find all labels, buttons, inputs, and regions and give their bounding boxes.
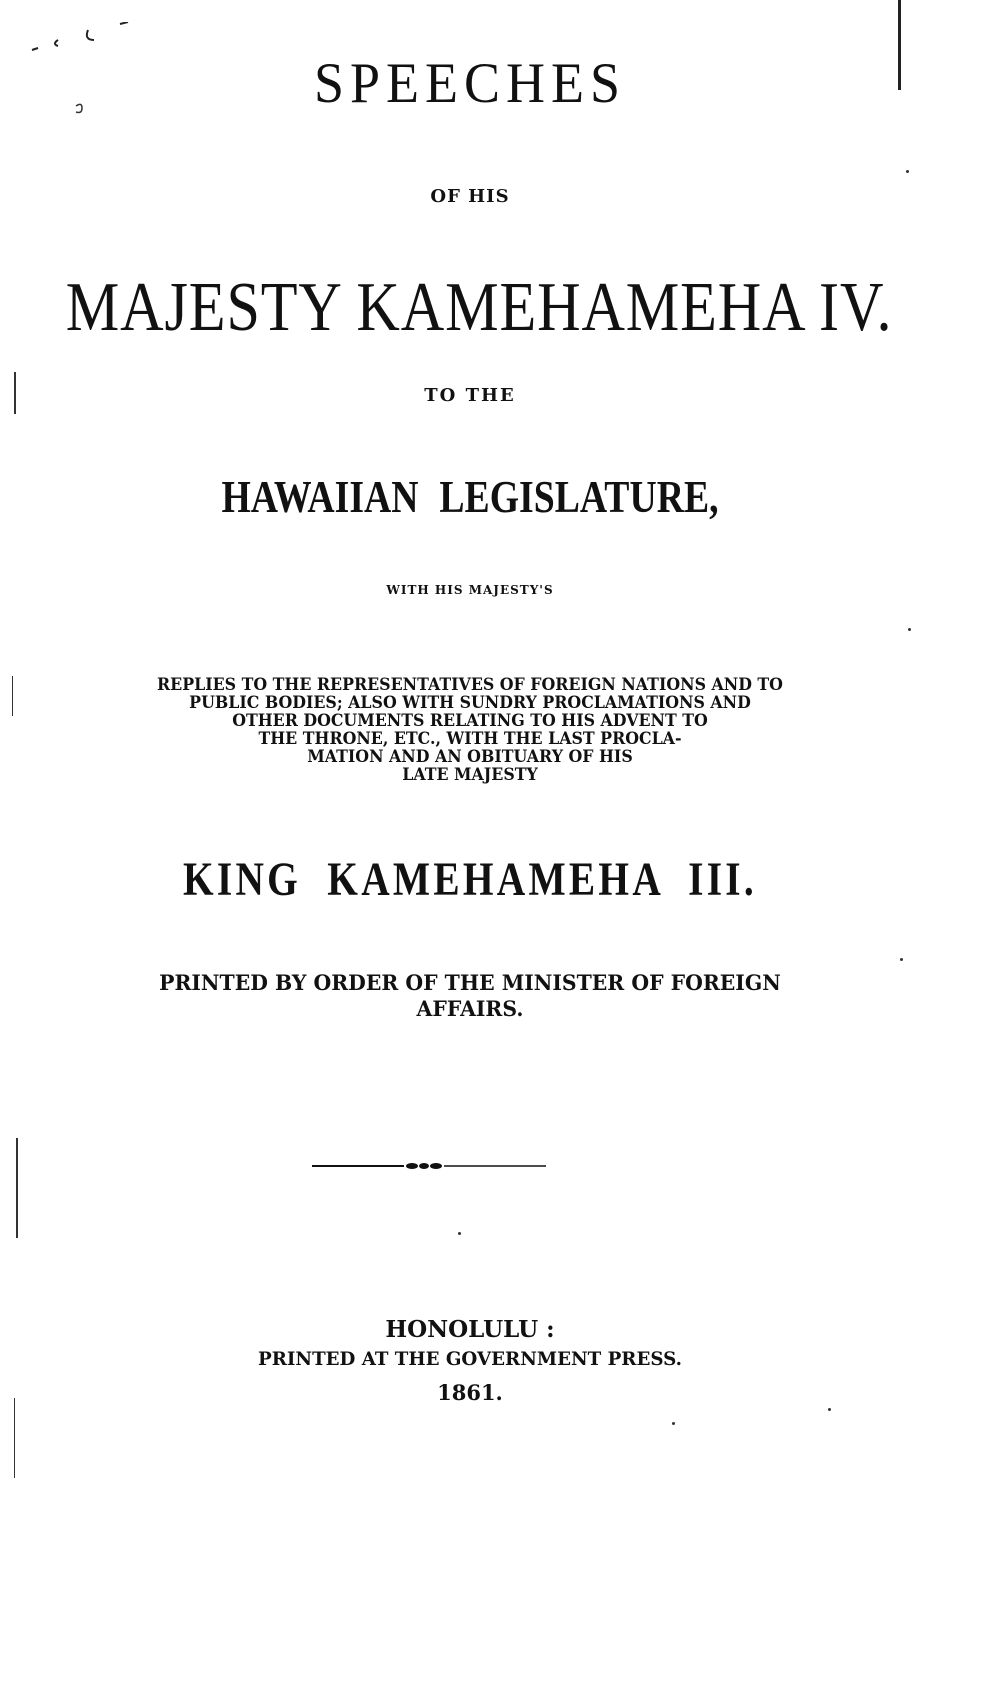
speck [828, 1408, 831, 1411]
printed-by-block [14, 970, 926, 1022]
imprint-year: 1861. [437, 1380, 503, 1405]
replies-line: THE THRONE, ETC., WITH THE LAST PROCLA- [258, 729, 682, 749]
imprint-place: HONOLULU : [385, 1316, 555, 1343]
title: SPEECHES [313, 51, 627, 115]
speck [908, 628, 911, 631]
legislature-heading: HAWAIIAN LEGISLATURE, [221, 471, 719, 522]
replies-line: MATION AND AN OBITUARY OF HIS [307, 747, 633, 767]
subtitle-of-his: OF HIS [430, 186, 510, 207]
printed-by-line: AFFAIRS. [416, 996, 524, 1021]
printed-by-line: PRINTED BY ORDER OF THE MINISTER OF FOREIGN [159, 970, 781, 995]
subtitle-to-the: TO THE [424, 385, 516, 406]
king-heading: KING KAMEHAMEHA III. [182, 853, 758, 906]
scan-edge-mark [12, 676, 13, 716]
speck [900, 958, 903, 961]
speck [906, 170, 909, 173]
replies-line: REPLIES TO THE REPRESENTATIVES OF FOREIGN NATIONS AND TO [157, 675, 783, 695]
replies-line: OTHER DOCUMENTS RELATING TO HIS ADVENT TO [232, 711, 708, 731]
scan-edge-mark [16, 1138, 18, 1238]
scan-edge-mark [14, 1398, 15, 1478]
ornament-rule [312, 1162, 546, 1170]
imprint-press: PRINTED AT THE GOVERNMENT PRESS. [257, 1348, 682, 1370]
replies-line: PUBLIC BODIES; ALSO WITH SUNDRY PROCLAMATIONS AND [189, 693, 751, 713]
speck [458, 1232, 461, 1235]
speck [672, 1422, 675, 1425]
replies-line: LATE MAJESTY [402, 765, 538, 785]
replies-block [33, 676, 907, 784]
majesty-name: MAJESTY KAMEHAMEHA IV. [65, 269, 893, 346]
subtitle-with-his: WITH HIS MAJESTY'S [386, 583, 554, 597]
